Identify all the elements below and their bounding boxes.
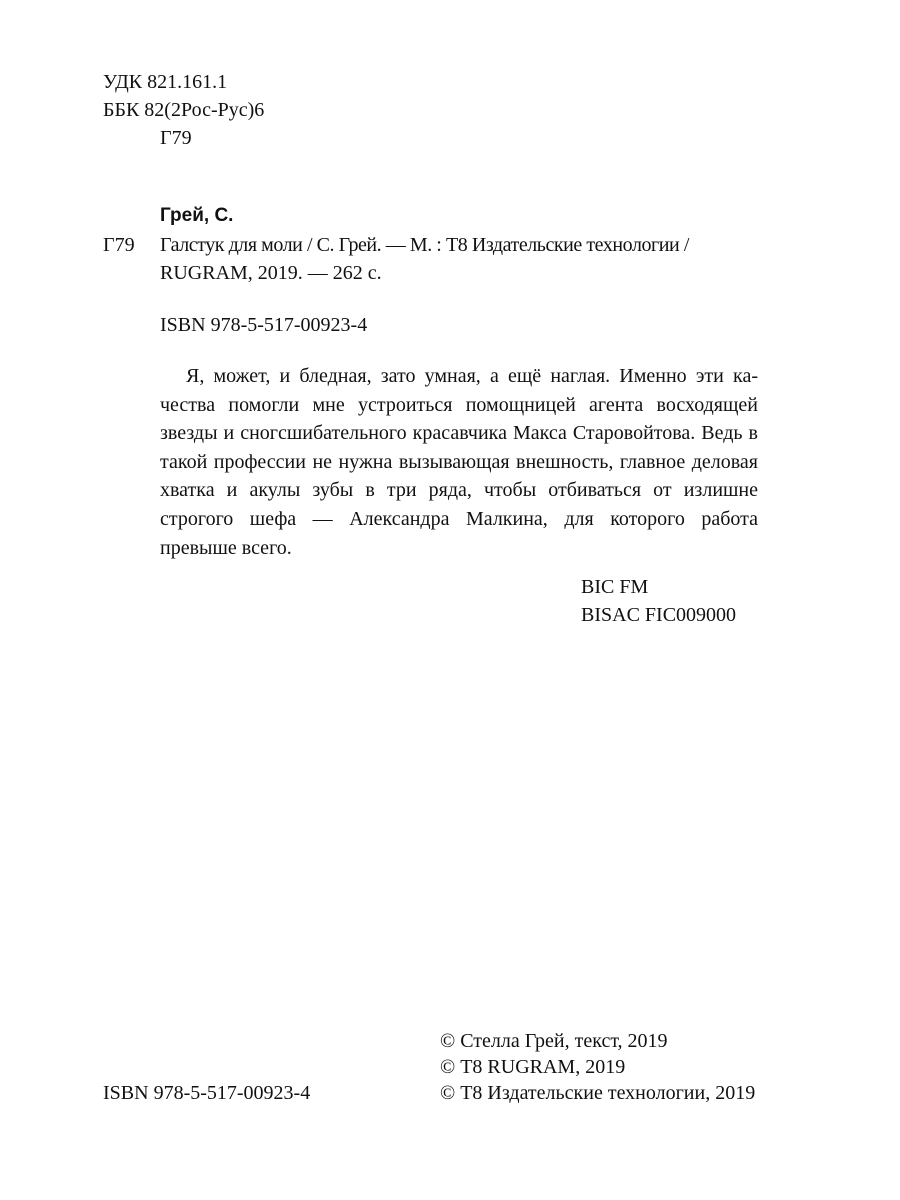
bbk-code: ББК 82(2Рос-Рус)6 <box>103 99 265 121</box>
annotation-paragraph: Я, может, и бледная, зато умная, а ещё наглая. Именно эти качества помогли мне устроиться помощницей агента восходящей звезды и сногсшибательного красавчика Макса Старовойтова. Ведь в такой профессии не нужна вызывающая внешность, главное деловая хватка и акулы зубы в три ряда, чтобы отбиваться от излишне строгого шефа — Александра Малкина, для которого работа превыше всего. <box>160 365 758 559</box>
bisac-code: BISAC FIC009000 <box>581 604 737 626</box>
udk-code: УДК 821.161.1 <box>103 71 228 93</box>
copyright-text: © Стелла Грей, текст, 2019 <box>440 1030 668 1052</box>
footer-isbn: ISBN 978-5-517-00923-4 <box>103 1082 311 1104</box>
copyright-publisher: © Т8 Издательские технологии, 2019 <box>440 1082 756 1104</box>
title-line-1: Галстук для моли / С. Грей. — М. : Т8 Издательские технологии / <box>160 234 689 256</box>
author-mark-record: Г79 <box>103 234 135 256</box>
bic-code: BIC FM <box>581 576 649 598</box>
isbn-record: ISBN 978-5-517-00923-4 <box>160 314 368 336</box>
author-mark-top: Г79 <box>160 127 192 149</box>
copyright-rugram: © Т8 RUGRAM, 2019 <box>440 1056 626 1078</box>
author-heading: Грей, С. <box>160 205 234 226</box>
title-line-2: RUGRAM, 2019. — 262 с. <box>160 262 382 284</box>
